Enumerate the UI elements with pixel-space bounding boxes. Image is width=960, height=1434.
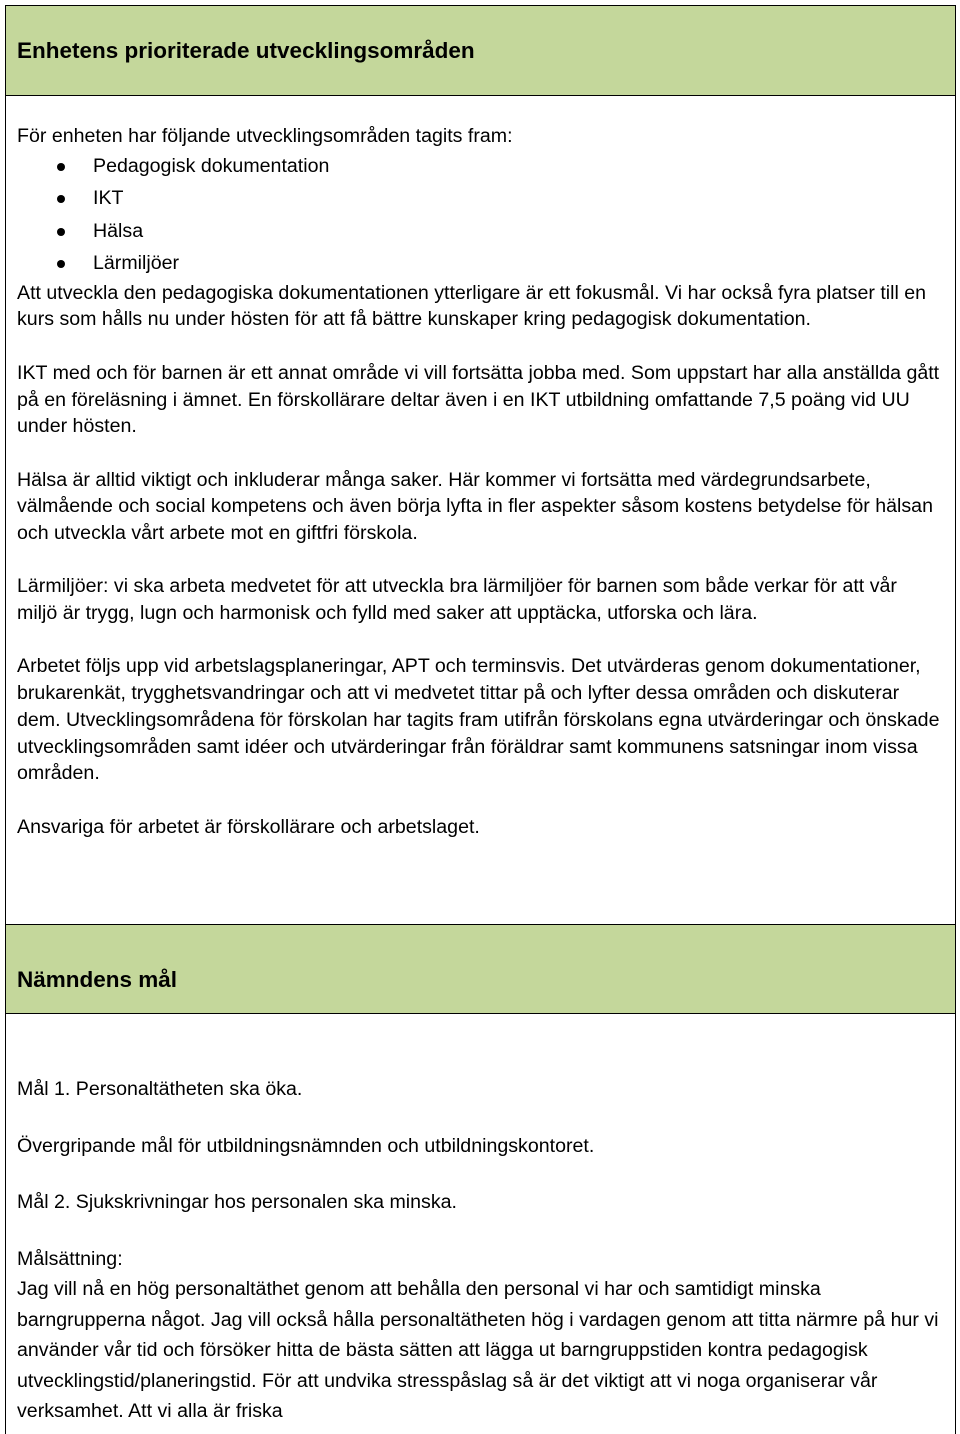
paragraph-ikt: IKT med och för barnen är ett annat område vi vill fortsätta jobba med. Som uppstart har alla anställda gått på en föreläsning i ämnet. En förskollärare deltar även i en IKT utbildning omfattande 7,5 poäng vid UU under hösten. [17, 361, 940, 438]
list-item: IKT [17, 182, 941, 215]
target-text: Jag vill nå en hög personaltäthet genom att behålla den personal vi har och samtidigt minska barngrupperna något. Jag vill också hålla personaltätheten hög i vardagen genom att titta närmre på hur vi använder vår tid och försöker hitta de bästa sätten att lägga ut barngruppstiden kontra pedagogisk utvecklingstid/planeringstid. För att undvika stresspåslag så är det viktigt att vi noga organiserar vår verksamhet. Att vi alla är friska [17, 1278, 939, 1422]
paragraph-health: Hälsa är alltid viktigt och inkluderar många saker. Här kommer vi fortsätta med värdegrundsarbete, välmående och social kompetens och även börja lyfta in fler aspekter såsom kostens betydelse för hälsan och utveckla vårt arbete mot en giftfri förskola. [17, 468, 933, 544]
section-body-board-goals [6, 1014, 955, 1434]
paragraph-follow-up: Arbetet följs upp vid arbetslagsplaneringar, APT och terminsvis. Det utvärderas genom dokumentationer, brukarenkät, trygghetsvandringar och att vi medvetet tittar på och lyfter dessa områden och diskuterar dem. Utvecklingsområdena för förskolan har tagits fram utifrån förskolans egna utvärderingar och önskade utvecklingsområden samt idéer och utvärderingar från föräldrar samt kommunens satsningar inom vissa områden. [17, 655, 940, 785]
intro-text: För enheten har följande utvecklingsområden tagits fram: [17, 125, 513, 147]
goal-2: Mål 2. Sjukskrivningar hos personalen ska minska. [17, 1191, 457, 1213]
paragraph-learning-environments: Lärmiljöer: vi ska arbeta medvetet för att utveckla bra lärmiljöer för barnen som både verkar för att vår miljö är trygg, lugn och harmonisk och fylld med saker att upptäcka, utforska och lära. [17, 575, 897, 625]
goal-1: Mål 1. Personaltätheten ska öka. [17, 1078, 303, 1100]
paragraph-documentation: Att utveckla den pedagogiska dokumentationen ytterligare är ett fokusmål. Vi har också fyra platser till en kurs som hålls nu under hösten för att få bättre kunskaper kring pedagogisk dokumentation. [17, 281, 927, 331]
section-header-board-goals [6, 925, 955, 1014]
target-label: Målsättning: [17, 1247, 123, 1270]
section-heading: Nämndens mål [17, 967, 178, 992]
section-body-priorities [6, 96, 955, 925]
list-item: Hälsa [17, 215, 941, 248]
section-header-priorities [6, 6, 955, 96]
list-item: Lärmiljöer [17, 247, 941, 280]
section-heading: Enhetens prioriterade utvecklingsområden [17, 38, 475, 63]
list-item: Pedagogisk dokumentation [17, 150, 941, 183]
overarching-goal: Övergripande mål för utbildningsnämnden och utbildningskontoret. [17, 1134, 595, 1157]
paragraph-responsible: Ansvariga för arbetet är förskollärare och arbetslaget. [17, 815, 480, 838]
priority-list [17, 150, 941, 280]
document-table [5, 5, 956, 1434]
